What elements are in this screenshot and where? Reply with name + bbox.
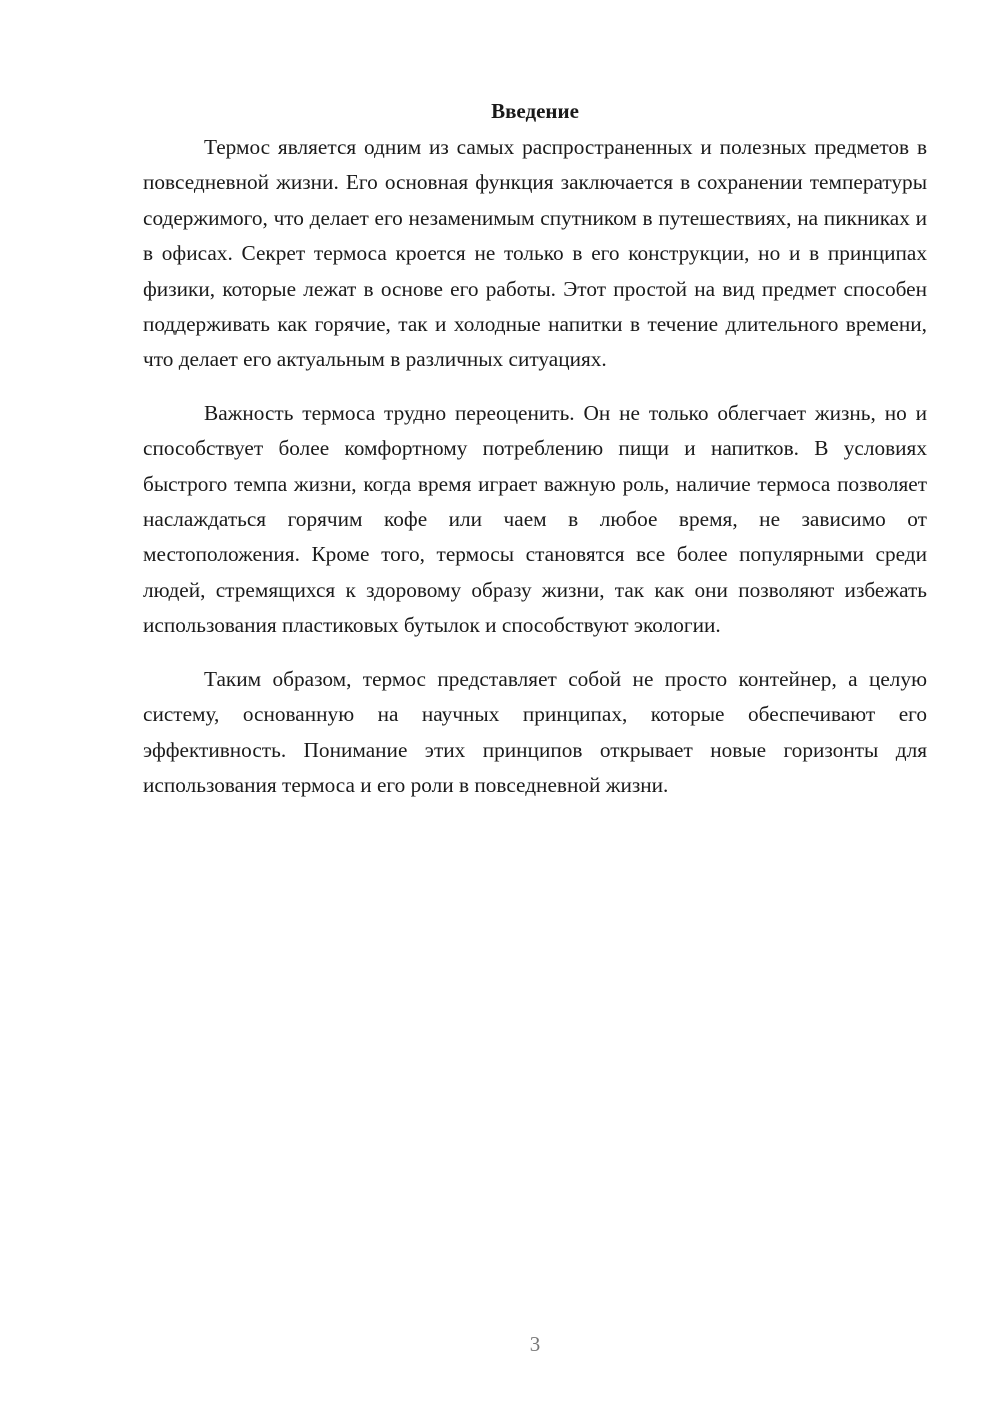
paragraph-2: Важность термоса трудно переоценить. Он не только облегчает жизнь, но и способствует более комфортному потреблению пищи и напитков. В условиях быстрого темпа жизни, когда время играет важную роль, наличие термоса позволяет наслаждаться горячим кофе или чаем в любое время, не зависимо от местоположения. Кроме того, термосы становятся все более популярными среди людей, стремящихся к здоровому образу жизни, так как они позволяют избежать использования пластиковых бутылок и способствуют экологии.	[143, 400, 927, 638]
paragraph-3: Таким образом, термос представляет собой не просто контейнер, а целую систему, основанную на научных принципах, которые обеспечивают его эффективность. Понимание этих принципов открывает новые горизонты для использования термоса и его роли в повседневной жизни.	[143, 666, 927, 797]
section-heading: Введение	[491, 99, 579, 123]
paragraph-1: Термос является одним из самых распространенных и полезных предметов в повседневной жизни. Его основная функция заключается в сохранении температуры содержимого, что делает его незаменимым спутником в путешествиях, на пикниках и в офисах. Секрет термоса кроется не только в его конструкции, но и в принципах физики, которые лежат в основе его работы. Этот простой на вид предмет способен поддерживать как горячие, так и холодные напитки в течение длительного времени, что делает его актуальным в различных ситуациях.	[143, 135, 927, 372]
page-content	[143, 94, 927, 803]
page-number: 3	[529, 1332, 541, 1356]
